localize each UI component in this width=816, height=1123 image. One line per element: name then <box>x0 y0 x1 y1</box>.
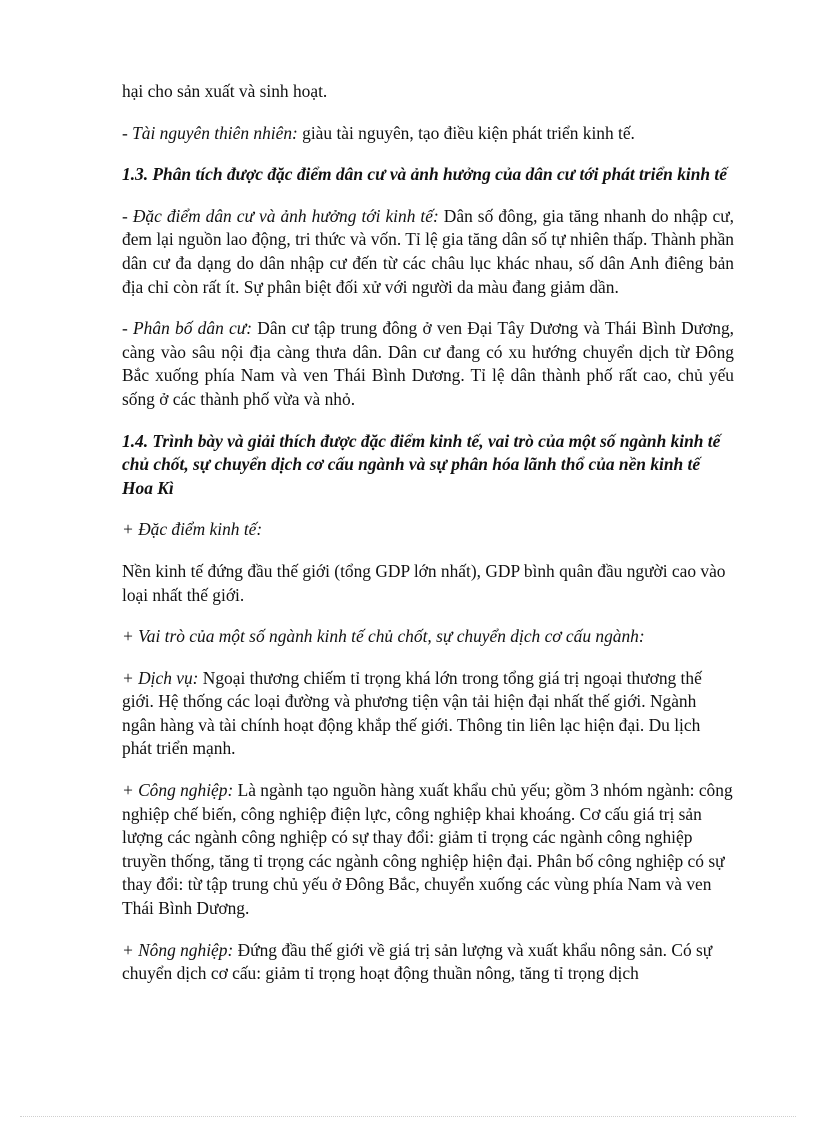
paragraph-body: Là ngành tạo nguồn hàng xuất khẩu chủ yếu; gồm 3 nhóm ngành: công nghiệp chế biến, công nghiệp điện lực, công nghiệp khai khoáng. Cơ cấu giá trị sản lượng các ngành công nghiệp có sự thay đổi: giảm tỉ trọng các ngành công nghiệp truyền thống, tăng tỉ trọng các ngành công nghiệp hiện đại. Phân bố công nghiệp có sự thay đổi: từ tập trung chủ yếu ở Đông Bắc, chuyển xuống các vùng phía Nam và ven Thái Bình Dương. <box>122 780 733 919</box>
paragraph-body: Ngoại thương chiếm tỉ trọng khá lớn trong tổng giá trị ngoại thương thế giới. Hệ thống các loại đường và phương tiện vận tải hiện đại nhất thế giới. Ngành ngân hàng và tài chính hoạt động khắp thế giới. Thông tin liên lạc hiện đại. Du lịch phát triển mạnh. <box>122 667 702 759</box>
section-heading-1-4: 1.4. Trình bày và giải thích được đặc điểm kinh tế, vai trò của một số ngành kinh tế chủ chốt, sự chuyển dịch cơ cấu ngành và sự phân hóa lãnh thổ của nền kinh tế Hoa Kì <box>122 430 721 498</box>
section-heading-1-3: 1.3. Phân tích được đặc điểm dân cư và ảnh hưởng của dân cư tới phát triển kinh tế <box>122 164 727 185</box>
paragraph-industry <box>122 779 734 921</box>
paragraph-body: Dân số đông, gia tăng nhanh do nhập cư, đem lại nguồn lao động, tri thức và vốn. Tỉ lệ gia tăng dân số tự nhiên thấp. Thành phần dân cư đa dạng do dân nhập cư đến từ các châu lục khác nhau, số dân Anh điêng bản địa chỉ còn rất ít. Sự phân biệt đối xử với người da màu đang giảm dần. <box>122 205 734 297</box>
paragraph-population-distribution <box>122 317 734 411</box>
paragraph-continuation: hại cho sản xuất và sinh hoạt. <box>122 81 328 101</box>
paragraph-agriculture <box>122 939 734 986</box>
paragraph-lead: - Tài nguyên thiên nhiên: <box>122 122 298 143</box>
subheading-key-sectors: + Vai trò của một số ngành kinh tế chủ chốt, sự chuyển dịch cơ cấu ngành: <box>122 626 645 647</box>
paragraph-lead: - Phân bố dân cư: <box>122 318 253 339</box>
subheading-economic-features: + Đặc điểm kinh tế: <box>122 519 263 540</box>
paragraph-lead: + Nông nghiệp: <box>122 939 234 960</box>
document-page <box>122 80 734 1004</box>
paragraph-body: Dân cư tập trung đông ở ven Đại Tây Dương và Thái Bình Dương, càng vào sâu nội địa càng thưa dân. Dân cư đang có xu hướng chuyển dịch từ Đông Bắc xuống phía Nam và ven Thái Bình Dương. Tỉ lệ dân thành phố rất cao, chủ yếu sống ở các thành phố vừa và nhỏ. <box>122 318 734 409</box>
paragraph-population-characteristics <box>122 205 734 299</box>
paragraph-economy-summary: Nền kinh tế đứng đầu thế giới (tổng GDP lớn nhất), GDP bình quân đầu người cao vào loại nhất thế giới. <box>122 560 726 605</box>
page-bottom-divider <box>20 1116 796 1117</box>
paragraph-natural-resources <box>122 122 734 146</box>
paragraph-body: Đứng đầu thế giới về giá trị sản lượng và xuất khẩu nông sản. Có sự chuyển dịch cơ cấu: giảm tỉ trọng hoạt động thuần nông, tăng tỉ trọng dịch <box>122 939 713 984</box>
paragraph-lead: - Đặc điểm dân cư và ảnh hưởng tới kinh tế: <box>122 205 439 226</box>
paragraph-lead: + Công nghiệp: <box>122 780 234 801</box>
paragraph-services <box>122 667 734 761</box>
paragraph-lead: + Dịch vụ: <box>122 667 199 688</box>
paragraph-body: giàu tài nguyên, tạo điều kiện phát triển kinh tế. <box>297 122 635 143</box>
